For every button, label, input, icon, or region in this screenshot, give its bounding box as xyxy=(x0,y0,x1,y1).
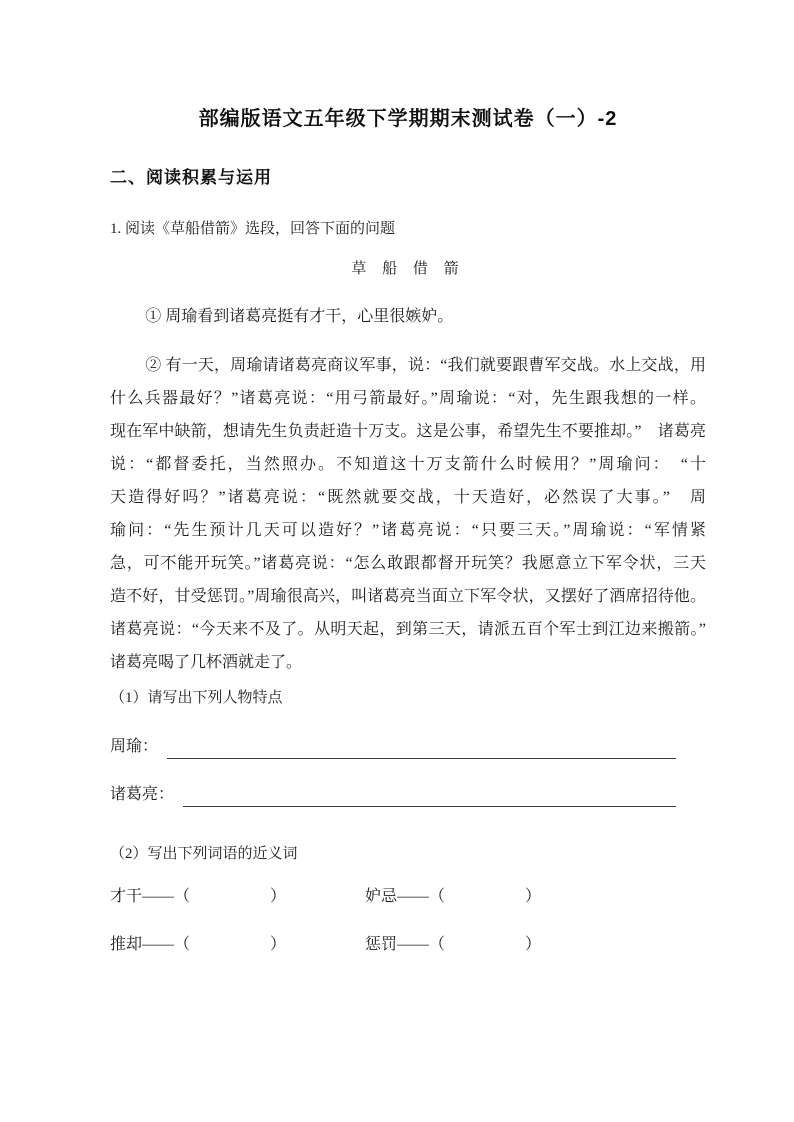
passage-line: 诸葛亮说：“今天来不及了。从明天起，到第三天，请派五百个军士到江边来搬箭。” xyxy=(110,621,706,638)
passage-line: 现在军中缺箭，想请先生负责赶造十万支。这是公事，希望先生不要推却。” 诸葛亮 xyxy=(110,423,706,440)
answer-blank-zhugeliang xyxy=(110,781,706,807)
passage-line: 瑜问：“先生预计几天可以造好？”诸葛亮说：“只要三天。”周瑜说：“军情紧 xyxy=(110,522,706,539)
synonym-item-chengfa: 惩罚——（ ） xyxy=(365,936,542,953)
passage-line: 说：“都督委托，当然照办。不知道这十万支箭什么时候用？”周瑜问： “十 xyxy=(110,456,706,473)
passage-line: 诸葛亮喝了几杯酒就走了。 xyxy=(110,654,303,671)
section-heading: 二、阅读积累与运用 xyxy=(110,168,272,187)
synonym-item-caigan: 才干——（ ） xyxy=(110,888,287,905)
passage-paragraph-2 xyxy=(110,349,706,679)
passage-line: 什么兵器最好？”诸葛亮说：“用弓箭最好。”周瑜说：“对，先生跟我想的一样。 xyxy=(110,390,706,407)
blank-label-zhouyu: 周瑜： xyxy=(110,738,159,755)
question-1-prompt: 1. 阅读《草船借箭》选段，回答下面的问题 xyxy=(110,221,396,237)
synonym-row xyxy=(110,933,706,957)
synonym-item-duji: 妒忌——（ ） xyxy=(365,888,542,905)
passage-title: 草 船 借 箭 xyxy=(351,261,465,277)
passage-line: 急，可不能开玩笑。”诸葛亮说：“怎么敢跟都督开玩笑？我愿意立下军令状，三天 xyxy=(110,555,706,572)
subquestion-1-label: （1）请写出下列人物特点 xyxy=(110,690,283,706)
passage-line: ② 有一天，周瑜请诸葛亮商议军事，说：“我们就要跟曹军交战。水上交战，用 xyxy=(145,357,706,374)
answer-blank-line[interactable] xyxy=(167,737,676,759)
synonym-item-tuique: 推却——（ ） xyxy=(110,936,287,953)
document-title: 部编版语文五年级下学期期末测试卷（一）-2 xyxy=(198,108,618,130)
answer-blank-zhouyu xyxy=(110,733,706,759)
subquestion-2-label: （2）写出下列词语的近义词 xyxy=(110,846,298,862)
answer-blank-line[interactable] xyxy=(183,785,676,807)
passage-paragraph-1: ① 周瑜看到诸葛亮挺有才干，心里很嫉妒。 xyxy=(145,308,454,325)
passage-line: 造不好，甘受惩罚。”周瑜很高兴，叫诸葛亮当面立下军令状，又摆好了酒席招待他。 xyxy=(110,588,706,605)
synonym-row xyxy=(110,885,706,909)
blank-label-zhugeliang: 诸葛亮： xyxy=(110,786,175,803)
passage-line: 天造得好吗？”诸葛亮说：“既然就要交战，十天造好，必然误了大事。” 周 xyxy=(110,489,706,506)
